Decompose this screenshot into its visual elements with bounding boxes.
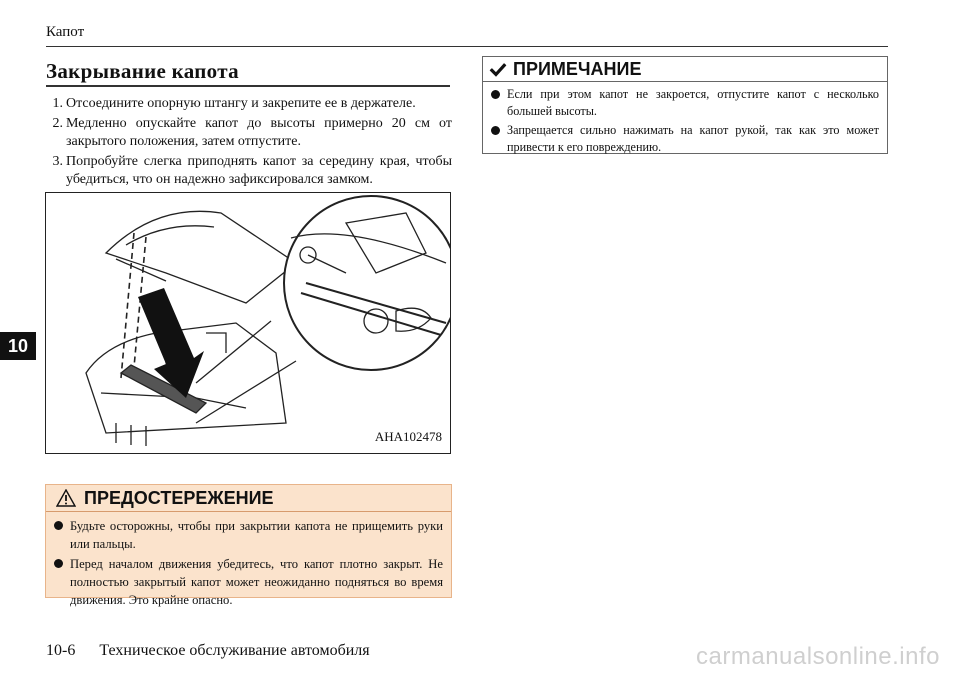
- warning-box: [45, 484, 452, 607]
- step-number: 2.: [52, 115, 63, 131]
- step-text: Попробуйте слегка приподнять капот за середину края, чтобы убедиться, что он надежно зафиксировался замком.: [66, 153, 452, 187]
- page-footer: [46, 642, 370, 660]
- page-number: 10-6: [46, 642, 76, 659]
- warning-triangle-icon: [56, 489, 76, 507]
- step-text: Медленно опускайте капот до высоты примерно 20 см от закрытого положения, затем отпустите.: [66, 115, 452, 149]
- warning-item: [54, 555, 443, 609]
- steps-list: [46, 95, 452, 191]
- warning-text: Будьте осторожны, чтобы при закрытии капота не прищемить руки или пальцы.: [70, 519, 443, 551]
- note-text: Если при этом капот не закроется, отпустите капот с несколько большей высоты.: [507, 87, 879, 118]
- warning-header: [46, 485, 451, 512]
- note-item: [491, 122, 879, 156]
- step-number: 3.: [52, 153, 63, 169]
- checkmark-icon: [489, 61, 507, 77]
- note-header: [483, 57, 887, 82]
- bullet-icon: [491, 126, 500, 135]
- bullet-icon: [491, 90, 500, 99]
- warning-item: [54, 517, 443, 553]
- hood-closing-illustration: [45, 192, 451, 454]
- step-number: 1.: [52, 96, 63, 111]
- note-item: [491, 86, 879, 120]
- hood-drawing: [46, 193, 450, 453]
- step-item: [46, 95, 452, 114]
- running-header: Капот: [46, 24, 85, 40]
- note-list: [491, 86, 879, 156]
- watermark: carmanualsonline.info: [696, 643, 940, 670]
- step-item: [46, 153, 452, 190]
- warning-title: ПРЕДОСТЕРЕЖЕНИЕ: [84, 487, 274, 508]
- bullet-icon: [54, 559, 63, 568]
- note-title: ПРИМЕЧАНИЕ: [513, 58, 642, 79]
- warning-list: [54, 517, 443, 609]
- step-text: Отсоедините опорную штангу и закрепите ее в держателе.: [66, 96, 416, 111]
- bullet-icon: [54, 521, 63, 530]
- footer-title: Техническое обслуживание автомобиля: [99, 642, 370, 659]
- warning-text: Перед началом движения убедитесь, что капот плотно закрыт. Не полностью закрытый капот может неожиданно подняться во время движения. Это крайне опасно.: [70, 557, 443, 607]
- illustration-code: AHA102478: [374, 429, 442, 444]
- note-text: Запрещается сильно нажимать на капот рукой, так как это может привести к его повреждению.: [507, 123, 879, 154]
- note-box: [482, 56, 888, 154]
- chapter-tab: 10: [0, 332, 36, 360]
- section-title: Закрывание капота: [46, 57, 450, 87]
- step-item: [46, 115, 452, 152]
- header-rule: [46, 46, 888, 47]
